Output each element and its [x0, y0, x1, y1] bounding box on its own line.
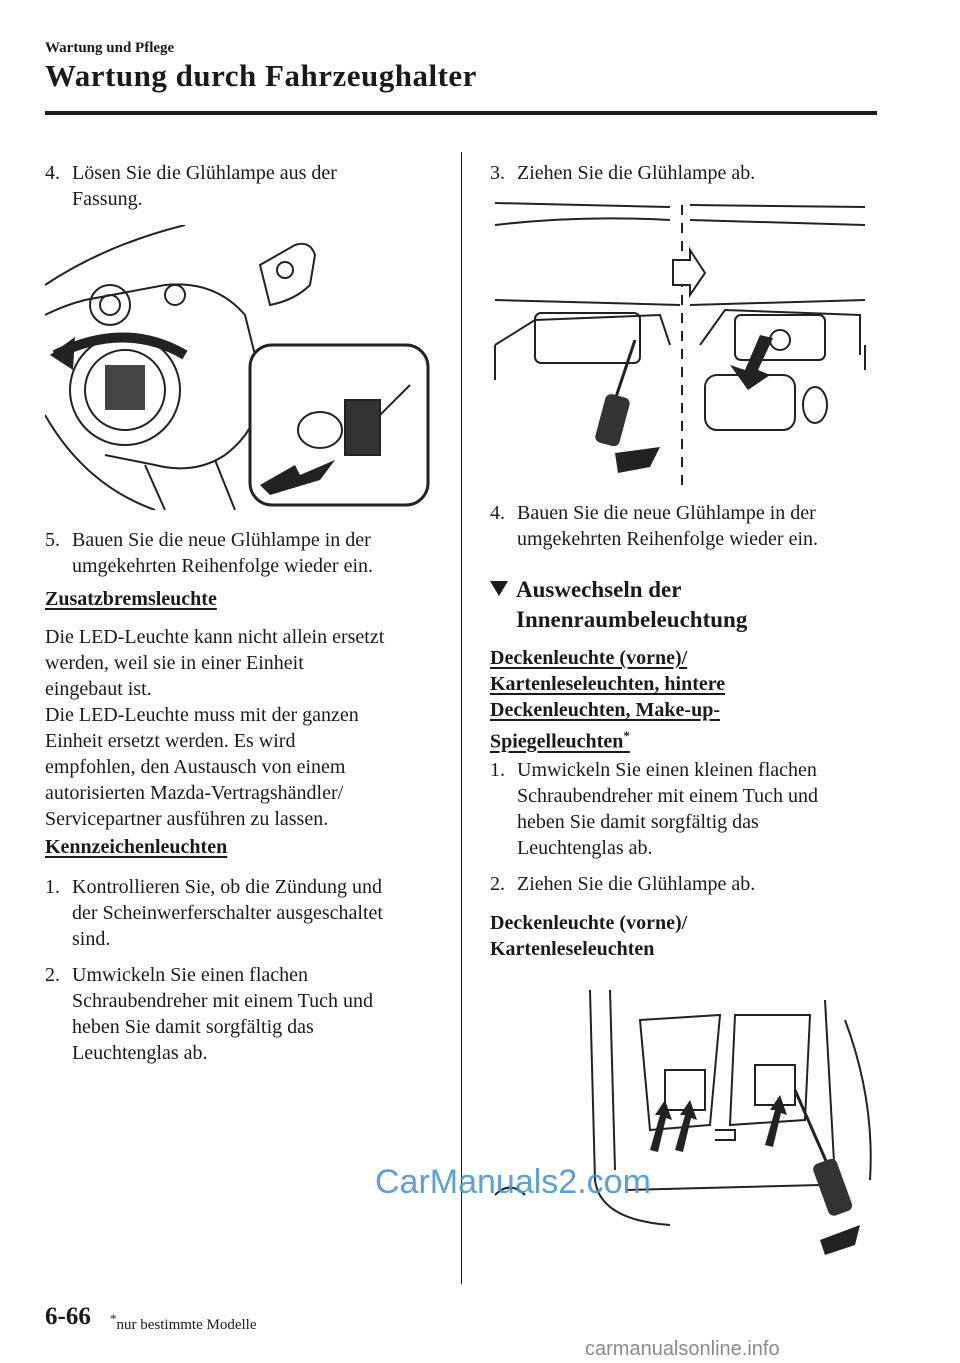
step-number: 2.	[490, 873, 505, 895]
step-number: 4.	[490, 502, 505, 524]
step-text: Kontrollieren Sie, ob die Zündung und der Scheinwerferschalter ausgeschaltet sind.	[72, 876, 383, 950]
zusatzbremsleuchte-heading: Zusatzbremsleuchte	[45, 588, 217, 610]
step-number: 2.	[45, 964, 60, 986]
step-number: 5.	[45, 529, 60, 551]
page-number: 6-66	[45, 1303, 91, 1330]
step-text: Umwickeln Sie einen flachen Schraubendreher mit einem Tuch und heben Sie damit sorgfältig das Leuchtenglas ab.	[72, 964, 374, 1064]
step-number: 1.	[490, 759, 505, 781]
step-text: Ziehen Sie die Glühlampe ab.	[517, 873, 756, 895]
title-divider	[45, 111, 877, 115]
step-number: 4.	[45, 162, 60, 184]
step-number: 1.	[45, 876, 60, 898]
zusatzbremsleuchte-text: Die LED-Leuchte kann nicht allein ersetzt werden, weil sie in einer Einheit eingebaut ist. Die LED-Leuchte muss mit der ganzen Einheit ersetzt werden. Es wird empfohlen, den Austausch von einem autorisierten Mazda-Vertragshändler/ Servicepartner ausführen zu lassen.	[45, 626, 385, 830]
footnote: *nur bestimmte Modelle	[110, 1311, 257, 1333]
map-lamp-heading: Deckenleuchte (vorne)/ Kartenleseleuchten	[490, 912, 688, 960]
step-text: Ziehen Sie die Glühlampe ab.	[517, 162, 756, 184]
section-triangle-icon	[490, 581, 508, 596]
step-number: 3.	[490, 162, 505, 184]
step-text: Lösen Sie die Glühlampe aus der Fassung.	[72, 162, 337, 210]
interior-lighting-section-title: Auswechseln der Innenraumbeleuchtung	[490, 575, 890, 635]
column-divider	[461, 152, 462, 1284]
kennzeichenleuchten-heading: Kennzeichenleuchten	[45, 836, 228, 858]
section-label: Wartung und Pflege	[45, 40, 175, 56]
bulb-socket-illustration	[45, 225, 430, 510]
step-text: Bauen Sie die neue Glühlampe in der umgekehrten Reihenfolge wieder ein.	[517, 502, 818, 550]
map-lamp-illustration	[490, 980, 875, 1260]
footnote-star: *	[110, 1311, 117, 1326]
license-lamp-illustration	[490, 195, 875, 485]
step-text: Bauen Sie die neue Glühlampe in der umgekehrten Reihenfolge wieder ein.	[72, 529, 373, 577]
bottom-watermark: carmanualsonline.info	[585, 1338, 780, 1360]
footnote-star: *	[623, 728, 630, 743]
page-title: Wartung durch Fahrzeughalter	[45, 58, 477, 93]
watermark: CarManuals2.com	[375, 1163, 651, 1201]
interior-lamp-subheading: Deckenleuchte (vorne)/ Kartenleseleuchten, hintere Deckenleuchten, Make-up- Spiegelleuchten*	[490, 647, 726, 753]
step-text: Umwickeln Sie einen kleinen flachen Schraubendreher mit einem Tuch und heben Sie damit sorgfältig das Leuchtenglas ab.	[517, 759, 819, 859]
